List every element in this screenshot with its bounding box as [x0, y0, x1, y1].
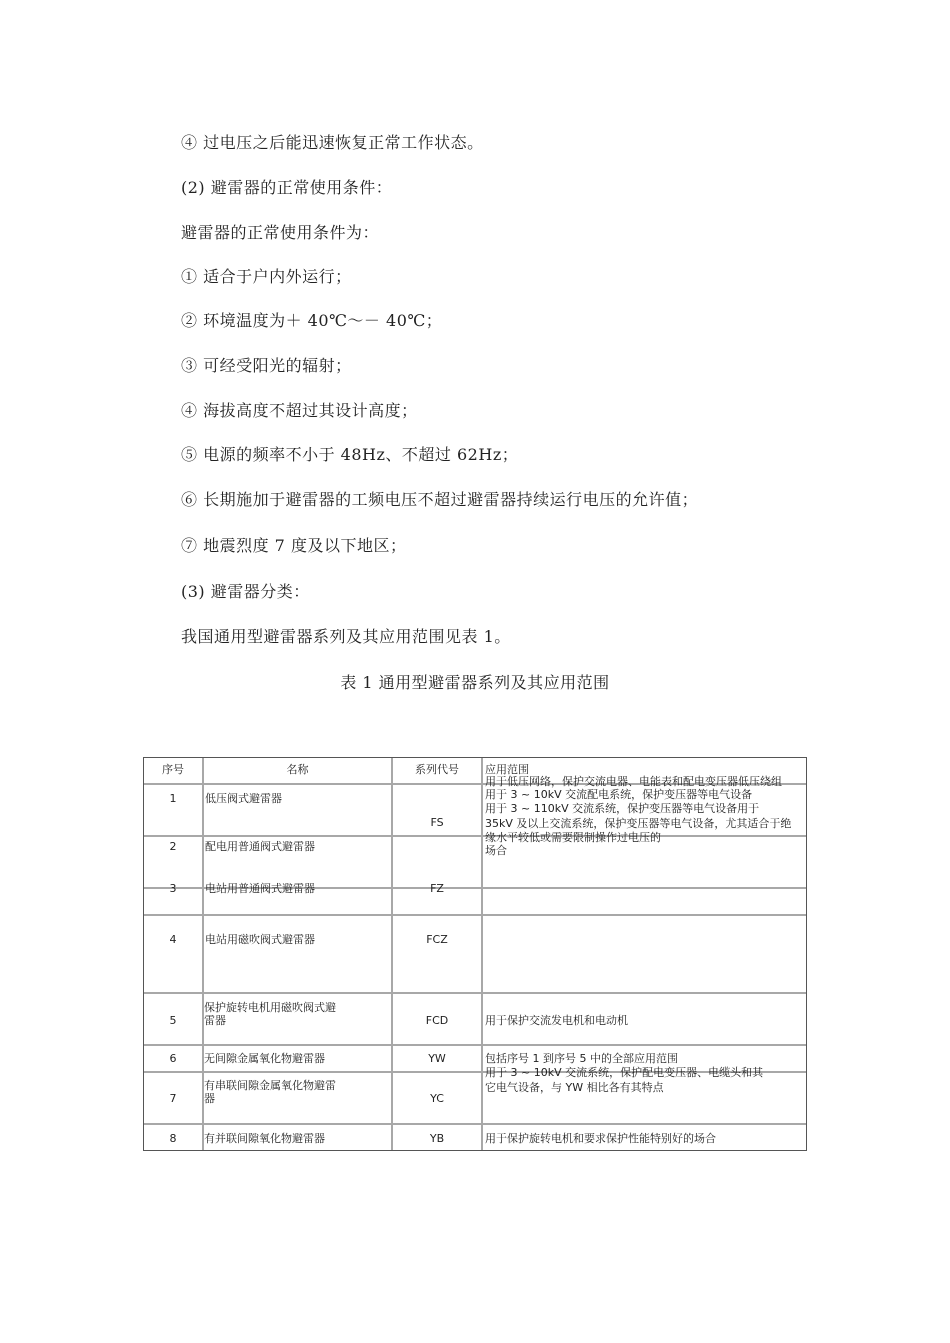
arrester-table [143, 757, 807, 1151]
row-7-code: YC [430, 1092, 444, 1105]
row-6-name: 无间隙金属氧化物避雷器 [204, 1052, 325, 1065]
row-7-name-line1: 有串联间隙金属氧化物避雷 [204, 1079, 336, 1092]
row-divider [144, 1123, 806, 1125]
row-8-scope: 用于保护旋转电机和要求保护性能特别好的场合 [485, 1132, 716, 1145]
row-5-name-line1: 保护旋转电机用磁吹阀式避 [204, 1001, 336, 1014]
row-divider [144, 835, 806, 837]
row-6-code: YW [428, 1052, 446, 1065]
row-4-code: FCZ [426, 933, 448, 946]
row-2-name: 配电用普通阀式避雷器 [205, 840, 315, 853]
row-3-code: FZ [430, 882, 444, 895]
paragraph-2: (2) 避雷器的正常使用条件： [181, 178, 393, 197]
row-divider [144, 1044, 806, 1046]
paragraph-7: ④ 海拔高度不超过其设计高度； [181, 401, 418, 420]
header-scope: 应用范围 [485, 763, 529, 776]
scope-row-3b: 35kV 及以上交流系统，保护变压器等电气设备，尤其适合于绝 [485, 817, 792, 830]
paragraph-6: ③ 可经受阳光的辐射； [181, 356, 352, 375]
header-no: 序号 [162, 763, 184, 776]
row-divider [144, 992, 806, 994]
scope-row-3c: 缘水平较低或需要限制操作过电压的 [485, 831, 661, 844]
row-7-scope-line1: 用于 3 ~ 10kV 交流系统，保护配电变压器、电缆头和其 [485, 1066, 764, 1079]
header-code: 系列代号 [415, 763, 459, 776]
paragraph-9: ⑥ 长期施加于避雷器的工频电压不超过避雷器持续运行电压的允许值； [181, 490, 699, 509]
scope-row-3a: 用于 3 ~ 110kV 交流系统，保护变压器等电气设备用于 [485, 802, 760, 815]
scope-row-3d: 场合 [485, 844, 507, 857]
row-4-no: 4 [169, 933, 177, 946]
row-3-no: 3 [169, 882, 177, 895]
row-5-code: FCD [425, 1014, 449, 1027]
row-2-no: 2 [169, 840, 177, 853]
row-8-name: 有并联间隙氧化物避雷器 [204, 1132, 325, 1145]
col-divider [481, 758, 483, 1150]
row-1-no: 1 [169, 792, 177, 805]
scope-row-1: 用于低压网络，保护交流电器、电能表和配电变压器低压绕组 [485, 775, 782, 788]
paragraph-12: 我国通用型避雷器系列及其应用范围见表 1。 [181, 627, 511, 646]
paragraph-5: ② 环境温度为＋ 40℃～－ 40℃； [181, 311, 443, 330]
paragraph-10: ⑦ 地震烈度 7 度及以下地区； [181, 536, 407, 555]
row-8-code: YB [429, 1132, 445, 1145]
paragraph-3: 避雷器的正常使用条件为： [181, 223, 380, 242]
paragraph-1: ④ 过电压之后能迅速恢复正常工作状态。 [181, 133, 484, 152]
row-5-scope: 用于保护交流发电机和电动机 [485, 1014, 628, 1027]
paragraph-4: ① 适合于户内外运行； [181, 267, 352, 286]
header-name: 名称 [286, 763, 309, 776]
row-divider [144, 914, 806, 916]
row-7-scope-line2: 它电气设备，与 YW 相比各有其特点 [485, 1081, 664, 1094]
table-caption: 表 1 通用型避雷器系列及其应用范围 [340, 673, 610, 692]
row-1-name: 低压阀式避雷器 [205, 792, 282, 805]
row-6-scope: 包括序号 1 到序号 5 中的全部应用范围 [485, 1052, 678, 1065]
row-6-no: 6 [169, 1052, 177, 1065]
row-4-name: 电站用磁吹阀式避雷器 [205, 933, 315, 946]
scope-row-2: 用于 3 ~ 10kV 交流配电系统，保护变压器等电气设备 [485, 788, 753, 801]
row-5-no: 5 [169, 1014, 177, 1027]
row-7-no: 7 [169, 1092, 177, 1105]
row-7-name-line2: 器 [204, 1092, 215, 1105]
paragraph-11: (3) 避雷器分类： [181, 582, 310, 601]
row-1-code: FS [430, 816, 444, 829]
paragraph-8: ⑤ 电源的频率不小于 48Hz、不超过 62Hz； [181, 445, 519, 464]
row-8-no: 8 [169, 1132, 177, 1145]
row-3-name: 电站用普通阀式避雷器 [205, 882, 315, 895]
row-5-name-line2: 雷器 [204, 1014, 226, 1027]
